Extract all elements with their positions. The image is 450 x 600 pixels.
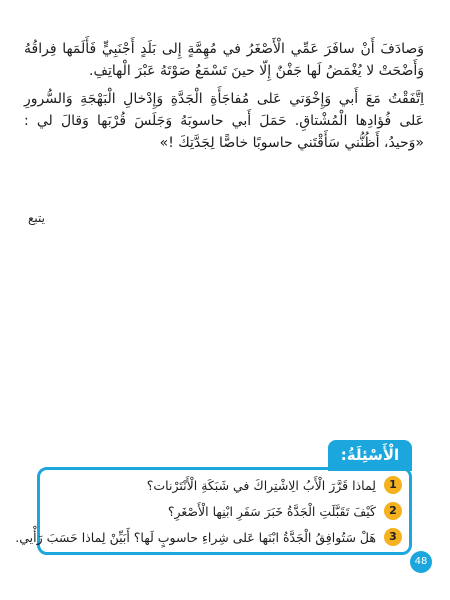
story-paragraph-1: وَصادَفَ أَنْ سافَرَ عَمِّي الْأَصْغَرُ في مُهِمَّةٍ إِلى بَلَدٍ أَجْنَبِيٍّ فَأَلَمَها فِراقُهُ وَأَضْحَتْ لا يُغْمَضُ لَها جَفْنٌ إِلّا حينَ تَسْمَعُ صَوْتَهُ عَبْرَ الْهاتِفِ. [24,41,424,79]
story-paragraph-2: اِتَّفَقْتُ مَعَ أَبي وَإِخْوَتي عَلى مُفاجَأَةِ الْجَدَّةِ وَإِدْخالِ الْبَهْجَةِ وَالسُّرورِ عَلى فُؤادِها الْمُشْتاقِ. حَمَلَ أَبي حاسوبَهُ وَجَلَسَ قُرْبَها وَقالَ لي : «وَحيدُ، أَظُنُّني سَأَقْتَني حاسوبًا خاصًّا لِجَدَّتِكَ !» [24,91,424,151]
page-number: 48 [410,551,432,573]
questions-heading: الْأَسْئِلَةُ: [328,440,412,471]
question-text: هَلْ سَتُوافِقُ الْجَدَّةُ ابْنَها عَلى شِراءِ حاسوبٍ لَها؟ أَبَيِّنْ لِماذا حَسَبَ رَأْيي. [15,529,376,545]
question-number-badge: 3 [384,528,402,546]
question-item [15,524,402,550]
question-number-badge: 2 [384,502,402,520]
question-item [47,498,402,524]
continue-label: يتبع [28,211,45,225]
question-text: كَيْفَ تَقَبَّلَتِ الْجَدَّةُ خَبَرَ سَفَرِ ابْنِها الْأَصْغَرِ؟ [167,503,376,519]
question-text: لِماذا قَرَّرَ الْأَبُ الِاشْتِراكَ في شَبَكَةِ الْأَنْتَرْنات؟ [146,477,376,493]
question-item [47,472,402,498]
story-text [24,38,424,160]
question-number-badge: 1 [384,476,402,494]
questions-list [15,472,402,550]
